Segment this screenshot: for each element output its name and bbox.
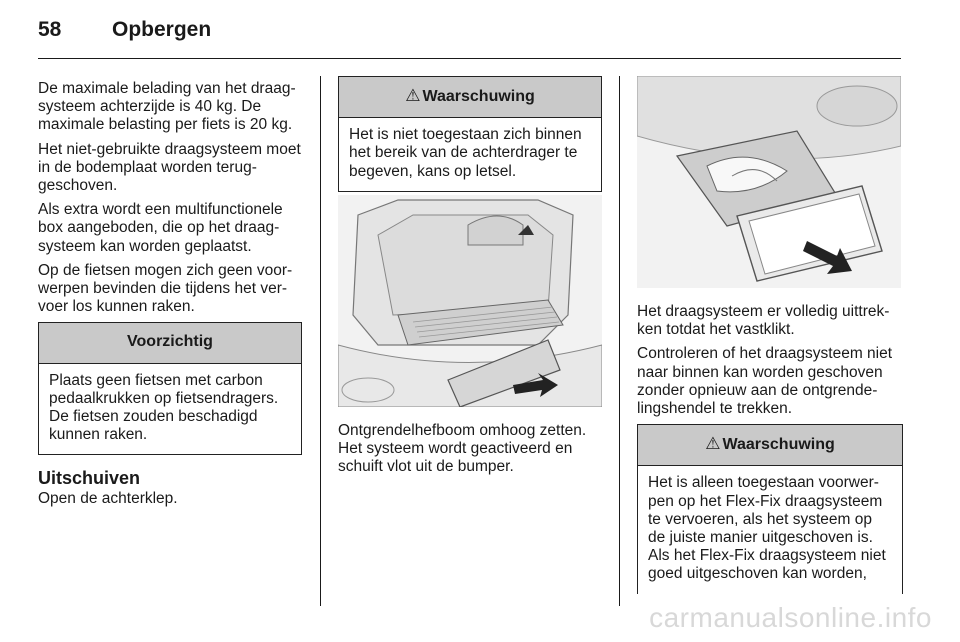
- paragraph: Open de achterklep.: [38, 489, 178, 507]
- warning-body: Het is alleen toegestaan voorwerpen op het Flex-Fix draagsysteem te vervoeren, als het systeem op de juiste manier uitgeschoven is. Als het Flex-Fix draagsysteem niet goed uitgeschoven kan worden,: [648, 474, 886, 583]
- warning-title: [339, 77, 601, 118]
- pulled-out-carrier-illustration: [637, 76, 901, 288]
- paragraph: Op de fietsen mogen zich geen voorwerpen bevinden die tijdens het vervoer los kunnen raken.: [38, 261, 293, 316]
- warning-title-text: Waarschuwing: [722, 436, 835, 454]
- rear-bumper-illustration: [338, 195, 602, 407]
- caution-body: Plaats geen fietsen met carbon pedaalkrukken op fietsendragers. De fietsen zouden beschadigd kunnen raken.: [49, 371, 279, 444]
- caution-title: Voorzichtig: [39, 323, 301, 363]
- paragraph: Het draagsysteem er volledig uittrekken totdat het vastklikt.: [637, 303, 890, 339]
- watermark: carmanualsonline.info: [649, 602, 932, 633]
- column-3: [637, 303, 903, 594]
- paragraph: Als extra wordt een multifunctionele box aangeboden, die op het draagsysteem kan worden geplaatst.: [38, 201, 283, 255]
- column-2-caption: [338, 422, 602, 483]
- warning-box: [338, 76, 602, 192]
- column-1: [38, 80, 302, 514]
- warning-body: Het is niet toegestaan zich binnen het bereik van de achterdrager te begeven, kans op letsel.: [349, 126, 582, 180]
- warning-box: [637, 424, 903, 593]
- page-number: 58: [38, 18, 62, 41]
- paragraph: Het niet-gebruikte draagsysteem moet in de bodemplaat worden teruggeschoven.: [38, 140, 301, 195]
- paragraph: De maximale belading van het draagsysteem achterzijde is 40 kg. De maximale belasting per fiets is 20 kg.: [38, 80, 296, 134]
- column-divider-1: [320, 76, 321, 606]
- warning-title-text: Waarschuwing: [422, 88, 535, 105]
- subheading: Uitschuiven: [38, 468, 141, 489]
- warning-icon: ⚠: [705, 434, 721, 454]
- warning-icon: ⚠: [405, 86, 421, 105]
- column-divider-2: [619, 76, 620, 606]
- caution-box: [38, 322, 302, 455]
- column-2: [338, 76, 602, 192]
- warning-title: [638, 425, 902, 466]
- paragraph: Controleren of het draagsysteem niet naar binnen kan worden geschoven zonder opnieuw aan de ontgrendelingshendel te trekken.: [637, 345, 893, 418]
- section-title: Opbergen: [112, 18, 212, 41]
- header-divider: [38, 58, 901, 59]
- figure-caption: Ontgrendelhefboom omhoog zetten. Het systeem wordt geactiveerd en schuift vlot uit de bumper.: [338, 422, 587, 476]
- page-header: [38, 18, 211, 48]
